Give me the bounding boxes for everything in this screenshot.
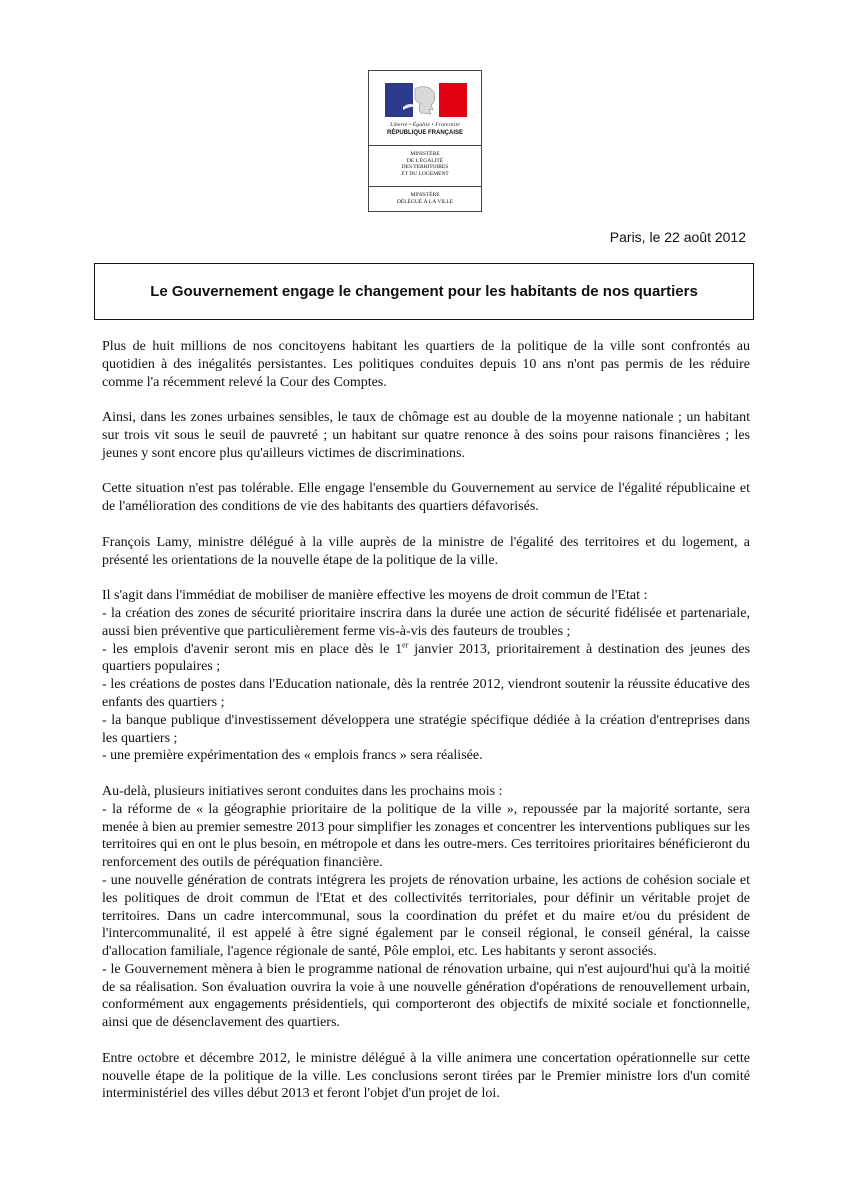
- list-item: - la réforme de « la géographie prioritaire de la politique de la ville », repoussée par la majorité sortante, sera menée à bien au premier semestre 2013 pour simplifier les zonages et concentrer les interventions publiques sur les territoires qui en ont le plus besoin, en métropole et dans les outre-mers. Ces territoires prioritaires bénéficieront du renforcement des outils de péréquation financière.: [102, 801, 750, 871]
- paragraph: François Lamy, ministre délégué à la ville auprès de la ministre de l'égalité des territoires et du logement, a présenté les orientations de la nouvelle étape de la politique de la ville.: [102, 534, 750, 568]
- section-immediate-measures: [102, 587, 750, 765]
- closing-paragraph: Entre octobre et décembre 2012, le ministre délégué à la ville animera une concertation opérationnelle sur cette nouvelle étape de la politique de la ville. Les conclusions seront tirées par le Premier ministre lors d'un comité interministériel des villes début 2013 et feront l'objet d'un projet de loi.: [102, 1050, 750, 1102]
- section-future-initiatives: [102, 783, 750, 1032]
- paragraph: Plus de huit millions de nos concitoyens habitant les quartiers de la politique de la ville sont confrontés au quotidien à des inégalités persistantes. Les politiques conduites depuis 10 ans n'ont pas permis de les réduire comme l'a récemment relevé la Cour des Comptes.: [102, 339, 750, 390]
- document-date: Paris, le 22 août 2012: [609, 229, 746, 245]
- list-item-text: - les emplois d'avenir seront mis en place dès le 1: [102, 641, 403, 657]
- paragraph: Ainsi, dans les zones urbaines sensibles, le taux de chômage est au double de la moyenne nationale ; un habitant sur trois vit sous le seuil de pauvreté ; un habitant sur quatre renonce à des soins pour raisons financières ; les jeunes y sont encore plus qu'ailleurs victimes de discriminations.: [102, 410, 750, 461]
- logo-republic: RÉPUBLIQUE FRANÇAISE: [386, 130, 463, 136]
- document-body: [102, 338, 750, 1121]
- logo-motto: Liberté • Égalité • Fraternité: [390, 122, 460, 128]
- list-item-text: janvier 2013, prioritairement à destination des jeunes des quartiers populaires ;: [102, 641, 750, 675]
- marianne-emblem-icon: [385, 83, 467, 117]
- list-item: - le Gouvernement mènera à bien le programme national de rénovation urbaine, qui n'est aujourd'hui qu'à la moitié de sa réalisation. Son évaluation ouvrira la voie à une nouvelle génération d'opérations de renouvellement urbain, conformément aux engagements présidentiels, qui comporteront des objectifs de mixité sociale et fonctionnelle, ainsi que de désenclavement des quartiers.: [102, 961, 750, 1031]
- ministry-logo: [368, 70, 482, 212]
- logo-ministry-city: MINISTÈRE DÉLÉGUÉ À LA VILLE: [396, 192, 454, 205]
- logo-divider: [369, 145, 481, 146]
- section-intro: Au-delà, plusieurs initiatives seront conduites dans les prochains mois :: [102, 783, 503, 799]
- list-item: - la banque publique d'investissement développera une stratégie spécifique dédiée à la création d'entreprises dans les quartiers ;: [102, 712, 750, 746]
- section-intro: Il s'agit dans l'immédiat de mobiliser de manière effective les moyens de droit commun de l'Etat :: [102, 588, 648, 604]
- paragraph: Cette situation n'est pas tolérable. Elle engage l'ensemble du Gouvernement au service de l'égalité républicaine et de l'amélioration des conditions de vie des habitants des quartiers défavorisés.: [102, 481, 750, 515]
- list-item: - une nouvelle génération de contrats intégrera les projets de rénovation urbaine, les actions de cohésion sociale et les politiques de droit commun de l'Etat et des collectivités territoriales, pour définir un véritable projet de territoires. Dans un cadre intercommunal, sous la coordination du préfet et du maire et/ou du président de l'intercommunalité, il est appelé à être signé également par le conseil régional, le conseil général, la caisse d'allocation familiale, l'agence régionale de santé, Pôle emploi, etc. Les habitants y seront associés.: [102, 872, 750, 960]
- list-item: - une première expérimentation des « emplois francs » sera réalisée.: [102, 748, 483, 764]
- logo-divider: [369, 186, 481, 187]
- list-item: - les créations de postes dans l'Education nationale, dès la rentrée 2012, viendront soutenir la réussite éducative des enfants des quartiers ;: [102, 677, 750, 710]
- list-item: [102, 641, 750, 677]
- ordinal-suffix: er: [402, 639, 409, 649]
- logo-ministry-territories: MINISTÈRE DE L'ÉGALITÉ DES TERRITOIRES ET DU LOGEMENT: [401, 151, 449, 177]
- page-title: Le Gouvernement engage le changement pour les habitants de nos quartiers: [150, 283, 698, 300]
- title-box: [94, 263, 754, 320]
- list-item: - la création des zones de sécurité prioritaire inscrira dans la durée une action de sécurité fidélisée et partenariale, aussi bien préventive que particulièrement ferme vis-à-vis des fauteurs de troubles ;: [102, 605, 750, 639]
